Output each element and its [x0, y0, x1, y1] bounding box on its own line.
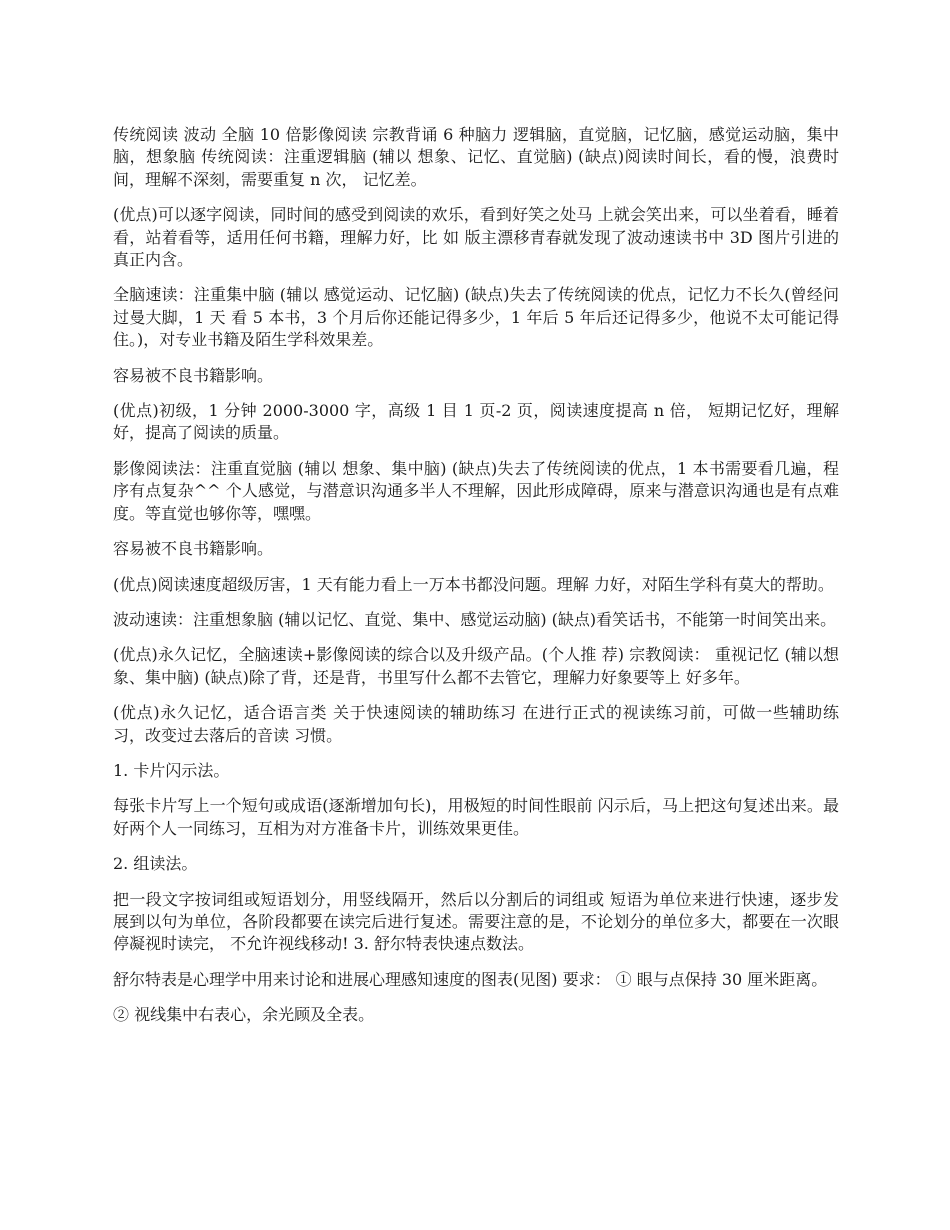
paragraph-card-flash: 每张卡片写上一个短句或成语(逐渐增加句长)，用极短的时间性眼前 闪示后，马上把这句复述出来。最 好两个人一同练习，互相为对方准备卡片，训练效果更佳。 [113, 796, 839, 838]
paragraph-whole-brain-note: 容易被不良书籍影响。 [113, 365, 274, 385]
paragraph-schulte-requirement: ② 视线集中右表心，余光顾及全表。 [113, 1005, 375, 1025]
paragraph-wave-reading-pros: (优点)永久记忆，全脑速读+影像阅读的综合以及升级产品。(个人推 荐) 宗教阅读： 重视记忆 (辅以想象、集中脑) (缺点)除了背，还是背，书里写什么都不去管它，理解力好象要等上 好多年。 [113, 645, 839, 687]
paragraph-image-reading-pros: (优点)阅读速度超级厉害，1 天有能力看上一万本书都没问题。理解 力好，对陌生学科有莫大的帮助。 [113, 574, 834, 594]
paragraph-traditional-pros: (优点)可以逐字阅读，同时间的感受到阅读的欢乐，看到好笑之处马 上就会笑出来，可以坐着看，睡着看，站着看等，适用任何书籍，理解力好，比 如 版主漂移青春就发现了波动速读书中 3D 图片引进的真正内含。 [113, 205, 839, 270]
paragraph-religious-pros: (优点)永久记忆，适合语言类 关于快速阅读的辅助练习 在进行正式的视读练习前，可做一些辅助练习，改变过去落后的音读 习惯。 [113, 703, 839, 745]
heading-group-reading: 2. 组读法。 [113, 854, 198, 874]
paragraph-schulte-table: 舒尔特表是心理学中用来讨论和进展心理感知速度的图表(见图) 要求： ① 眼与点保持 30 厘米距离。 [113, 969, 828, 989]
paragraph-whole-brain: 全脑速读：注重集中脑 (辅以 感觉运动、记忆脑) (缺点)失去了传统阅读的优点，记忆力不长久(曾经问过曼大脚，1 天 看 5 本书，3 个月后你还能记得多少，1 年后 5 年后还记得多少，他说不太可能记得 住。)，对专业书籍及陌生学科效果差。 [113, 285, 839, 350]
paragraph-group-reading: 把一段文字按词组或短语划分，用竖线隔开，然后以分割后的词组或 短语为单位来进行快速，逐步发 展到以句为单位，各阶段都要在读完后进行复述。需要注意的是，不论划分的单位多大，都要在一次眼停凝视时读完， 不允许视线移动! 3. 舒尔特表快速点数法。 [113, 889, 839, 954]
paragraph-intro: 传统阅读 波动 全脑 10 倍影像阅读 宗教背诵 6 种脑力 逻辑脑，直觉脑，记忆脑，感觉运动脑，集中脑，想象脑 传统阅读：注重逻辑脑 (辅以 想象、记忆、直觉脑) (缺点)阅读时间长，看的慢，浪费时间，理解不深刻，需要重复 n 次， 记忆差。 [113, 125, 839, 189]
paragraph-whole-brain-pros: (优点)初级，1 分钟 2000-3000 字，高级 1 目 1 页-2 页，阅读速度提高 n 倍， 短期记忆好，理解好，提高了阅读的质量。 [113, 401, 839, 443]
paragraph-image-reading: 影像阅读法：注重直觉脑 (辅以 想象、集中脑) (缺点)失去了传统阅读的优点，1 本书需要看几遍，程序有点复杂^^ 个人感觉，与潜意识沟通多半人不理解，因此形成障碍，原来与潜意识沟通也是有点难度。等直觉也够你等，嘿嘿。 [113, 458, 839, 523]
paragraph-wave-reading: 波动速读：注重想象脑 (辅以记忆、直觉、集中、感觉运动脑) (缺点)看笑话书，不能第一时间笑出来。 [113, 609, 837, 629]
document-body [113, 124, 839, 1040]
heading-card-flash: 1. 卡片闪示法。 [113, 760, 230, 780]
paragraph-image-reading-note: 容易被不良书籍影响。 [113, 539, 274, 559]
